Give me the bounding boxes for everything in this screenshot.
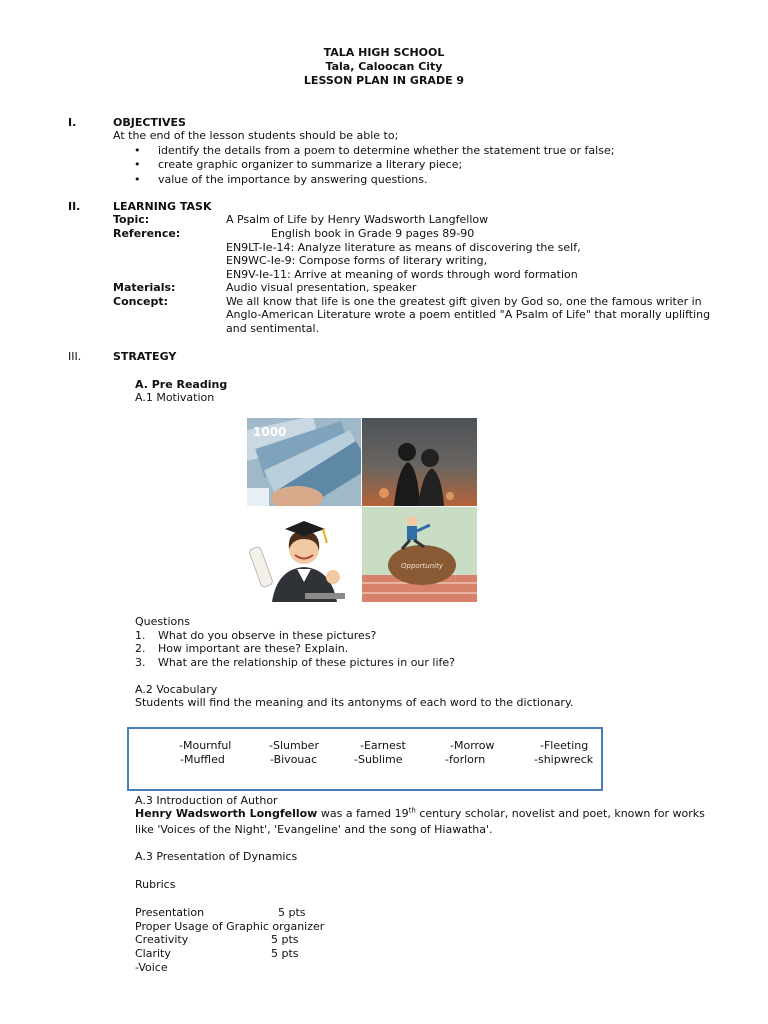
competency-line: EN9LT-Ie-14: Analyze literature as means of discovering the self, — [226, 241, 581, 254]
rubric-points: 5 pts — [278, 906, 306, 919]
rubric-points: 5 pts — [271, 947, 299, 960]
concept-line: We all know that life is one the greatest gift given by God so, one the famous writer in — [226, 295, 702, 308]
rubric-label: Proper Usage of Graphic organizer — [135, 920, 325, 933]
objectives-intro: At the end of the lesson students should be able to; — [113, 129, 399, 142]
vocab-word: -forlorn — [445, 753, 486, 766]
vocab-word: -Mournful — [179, 739, 232, 752]
pre-reading-heading: A. Pre Reading — [135, 378, 228, 391]
author-name: Henry Wadsworth Longfellow — [135, 807, 318, 820]
question-text: How important are these? Explain. — [158, 642, 349, 655]
money-image — [247, 418, 361, 506]
concept-label: Concept: — [113, 295, 168, 308]
ordinal-suffix: th — [408, 806, 416, 815]
concept-line: and sentimental. — [226, 322, 320, 335]
objective-item: identify the details from a poem to determine whether the statement true or false; — [158, 144, 615, 157]
vocab-word: -shipwreck — [534, 753, 594, 766]
vocabulary-instruction: Students will find the meaning and its antonyms of each word to the dictionary. — [135, 696, 574, 709]
reference-label: Reference: — [113, 227, 181, 240]
question-text: What are the relationship of these pictures in our life? — [158, 656, 456, 669]
motivation-heading: A.1 Motivation — [135, 391, 215, 404]
competency-line: EN9V-Ie-11: Arrive at meaning of words through word formation — [226, 268, 578, 281]
motivation-image-collage — [247, 418, 477, 602]
section-numeral-1: I. — [68, 116, 77, 129]
author-paragraph — [135, 807, 705, 820]
school-location: Tala, Caloocan City — [325, 60, 443, 73]
vocab-word: -Morrow — [450, 739, 495, 752]
vocabulary-box — [127, 727, 603, 791]
vocab-word: -Slumber — [269, 739, 319, 752]
author-text: was a famed 19 — [317, 807, 409, 820]
rubric-label: -Voice — [135, 961, 168, 974]
reference-value: English book in Grade 9 pages 89-90 — [271, 227, 475, 240]
question-text: What do you observe in these pictures? — [158, 629, 377, 642]
vocab-word: -Earnest — [360, 739, 406, 752]
opportunity-label: Opportunity — [400, 562, 444, 570]
strategy-heading: STRATEGY — [113, 350, 177, 363]
vocab-word: -Sublime — [354, 753, 403, 766]
objective-item: create graphic organizer to summarize a literary piece; — [158, 158, 463, 171]
author-heading: A.3 Introduction of Author — [135, 794, 278, 807]
svg-text:1000: 1000 — [253, 425, 287, 439]
concept-line: Anglo-American Literature wrote a poem entitled "A Psalm of Life" that morally uplifting — [226, 308, 711, 321]
document-title: LESSON PLAN IN GRADE 9 — [303, 74, 465, 87]
bullet-icon: • — [134, 144, 141, 157]
dynamics-heading: A.3 Presentation of Dynamics — [135, 850, 298, 863]
author-paragraph-line: like 'Voices of the Night', 'Evangeline' and the song of Hiawatha'. — [135, 823, 493, 836]
bullet-icon: • — [134, 158, 141, 171]
question-number: 3. — [135, 656, 146, 669]
objective-item: value of the importance by answering questions. — [158, 173, 428, 186]
author-text: century scholar, novelist and poet, known for works — [415, 807, 705, 820]
questions-heading: Questions — [135, 615, 190, 628]
opportunity-image — [362, 507, 477, 602]
school-name: TALA HIGH SCHOOL — [323, 46, 445, 59]
competency-line: EN9WC-Ie-9: Compose forms of literary writing, — [226, 254, 488, 267]
section-numeral-3: III. — [68, 350, 82, 363]
vocab-word: -Bivouac — [270, 753, 318, 766]
learning-task-heading: LEARNING TASK — [113, 200, 212, 213]
rubric-label: Clarity — [135, 947, 171, 960]
section-numeral-2: II. — [68, 200, 81, 213]
graduate-image — [247, 507, 361, 602]
topic-label: Topic: — [113, 213, 150, 226]
rubrics-heading: Rubrics — [135, 878, 176, 891]
vocabulary-heading: A.2 Vocabulary — [135, 683, 218, 696]
question-number: 2. — [135, 642, 146, 655]
topic-value: A Psalm of Life by Henry Wadsworth Langfellow — [226, 213, 489, 226]
question-number: 1. — [135, 629, 146, 642]
rubric-label: Creativity — [135, 933, 189, 946]
rubric-points: 5 pts — [271, 933, 299, 946]
objectives-heading: OBJECTIVES — [113, 116, 186, 129]
materials-value: Audio visual presentation, speaker — [226, 281, 417, 294]
vocab-word: -Fleeting — [540, 739, 589, 752]
bullet-icon: • — [134, 173, 141, 186]
materials-label: Materials: — [113, 281, 176, 294]
vocab-word: -Muffled — [180, 753, 225, 766]
couple-silhouette-image — [362, 418, 477, 506]
rubric-label: Presentation — [135, 906, 205, 919]
